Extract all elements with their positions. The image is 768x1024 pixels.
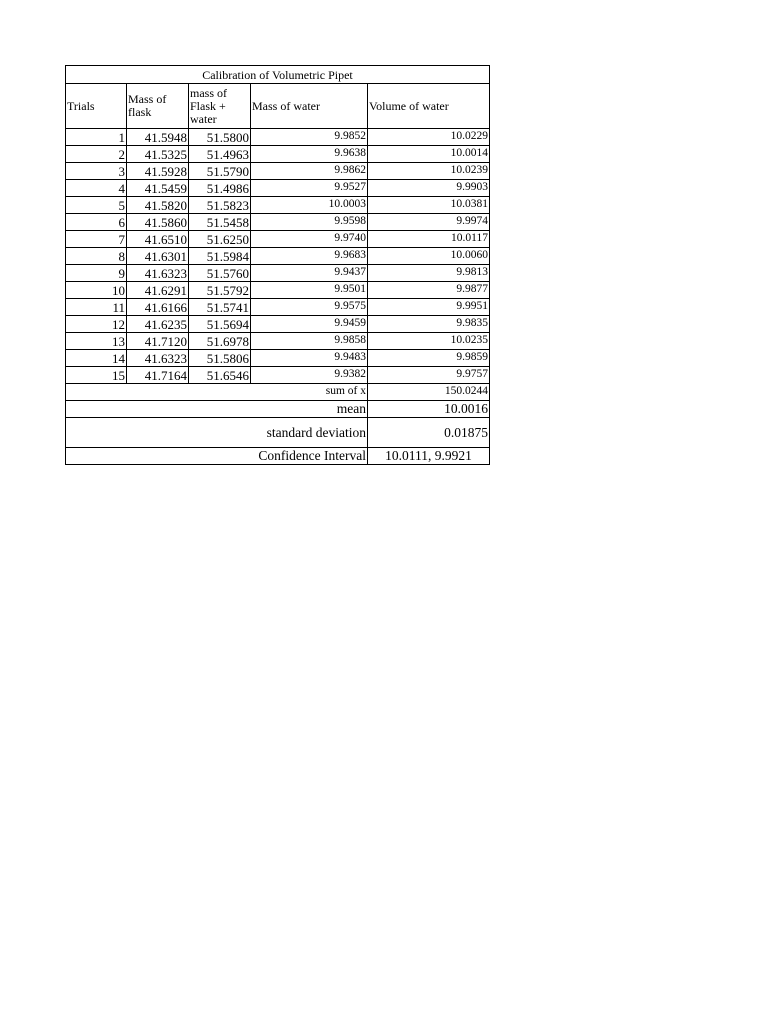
sum-value: 150.0244 bbox=[368, 384, 490, 401]
cell-mass-water: 9.9638 bbox=[251, 146, 368, 163]
cell-trial: 15 bbox=[66, 367, 127, 384]
cell-trial: 11 bbox=[66, 299, 127, 316]
cell-mass-water: 9.9852 bbox=[251, 129, 368, 146]
table-row bbox=[66, 350, 490, 367]
cell-mass-flask-water: 51.5694 bbox=[189, 316, 251, 333]
cell-mass-water: 9.9740 bbox=[251, 231, 368, 248]
cell-mass-flask-water: 51.6978 bbox=[189, 333, 251, 350]
cell-mass-flask-water: 51.5792 bbox=[189, 282, 251, 299]
table-title: Calibration of Volumetric Pipet bbox=[66, 66, 490, 84]
confidence-interval-row bbox=[66, 448, 490, 465]
cell-trial: 10 bbox=[66, 282, 127, 299]
standard-deviation-row bbox=[66, 418, 490, 448]
cell-trial: 9 bbox=[66, 265, 127, 282]
standard-deviation-value: 0.01875 bbox=[368, 418, 490, 448]
cell-mass-flask: 41.6301 bbox=[127, 248, 189, 265]
cell-mass-flask: 41.5459 bbox=[127, 180, 189, 197]
cell-mass-flask: 41.6166 bbox=[127, 299, 189, 316]
header-volume-water: Volume of water bbox=[368, 84, 490, 129]
cell-mass-flask: 41.5860 bbox=[127, 214, 189, 231]
table-row bbox=[66, 282, 490, 299]
cell-trial: 4 bbox=[66, 180, 127, 197]
cell-volume-water: 9.9813 bbox=[368, 265, 490, 282]
cell-mass-water: 9.9683 bbox=[251, 248, 368, 265]
cell-mass-water: 9.9862 bbox=[251, 163, 368, 180]
header-trials: Trials bbox=[66, 84, 127, 129]
table-header-row bbox=[66, 84, 490, 129]
cell-mass-flask-water: 51.5741 bbox=[189, 299, 251, 316]
standard-deviation-label: standard deviation bbox=[66, 418, 368, 448]
cell-trial: 8 bbox=[66, 248, 127, 265]
cell-trial: 5 bbox=[66, 197, 127, 214]
table-row bbox=[66, 248, 490, 265]
table-row bbox=[66, 316, 490, 333]
cell-trial: 2 bbox=[66, 146, 127, 163]
header-mass-flask-water: mass of Flask + water bbox=[189, 84, 251, 129]
cell-mass-water: 9.9575 bbox=[251, 299, 368, 316]
cell-mass-flask: 41.6323 bbox=[127, 265, 189, 282]
cell-mass-water: 9.9858 bbox=[251, 333, 368, 350]
cell-mass-flask-water: 51.6546 bbox=[189, 367, 251, 384]
cell-volume-water: 9.9951 bbox=[368, 299, 490, 316]
cell-trial: 7 bbox=[66, 231, 127, 248]
cell-mass-flask-water: 51.5458 bbox=[189, 214, 251, 231]
cell-mass-water: 9.9459 bbox=[251, 316, 368, 333]
cell-volume-water: 10.0239 bbox=[368, 163, 490, 180]
cell-trial: 13 bbox=[66, 333, 127, 350]
cell-mass-flask-water: 51.5806 bbox=[189, 350, 251, 367]
sum-label: sum of x bbox=[66, 384, 368, 401]
cell-volume-water: 10.0229 bbox=[368, 129, 490, 146]
header-mass-flask: Mass of flask bbox=[127, 84, 189, 129]
cell-mass-flask-water: 51.5823 bbox=[189, 197, 251, 214]
cell-mass-water: 9.9527 bbox=[251, 180, 368, 197]
cell-volume-water: 9.9974 bbox=[368, 214, 490, 231]
cell-mass-water: 9.9483 bbox=[251, 350, 368, 367]
cell-volume-water: 9.9835 bbox=[368, 316, 490, 333]
cell-mass-flask-water: 51.6250 bbox=[189, 231, 251, 248]
cell-mass-flask-water: 51.5790 bbox=[189, 163, 251, 180]
cell-trial: 3 bbox=[66, 163, 127, 180]
table-title-row bbox=[66, 66, 490, 84]
mean-value: 10.0016 bbox=[368, 401, 490, 418]
table-row bbox=[66, 197, 490, 214]
cell-mass-flask: 41.6323 bbox=[127, 350, 189, 367]
header-mass-water: Mass of water bbox=[251, 84, 368, 129]
table-row bbox=[66, 129, 490, 146]
cell-volume-water: 10.0117 bbox=[368, 231, 490, 248]
cell-mass-flask: 41.5928 bbox=[127, 163, 189, 180]
cell-trial: 12 bbox=[66, 316, 127, 333]
cell-mass-water: 9.9437 bbox=[251, 265, 368, 282]
cell-mass-flask: 41.5325 bbox=[127, 146, 189, 163]
table-row bbox=[66, 333, 490, 350]
table-row bbox=[66, 163, 490, 180]
cell-trial: 6 bbox=[66, 214, 127, 231]
cell-mass-flask: 41.5820 bbox=[127, 197, 189, 214]
table-row bbox=[66, 180, 490, 197]
cell-volume-water: 10.0235 bbox=[368, 333, 490, 350]
cell-volume-water: 9.9877 bbox=[368, 282, 490, 299]
table-row bbox=[66, 214, 490, 231]
table-row bbox=[66, 265, 490, 282]
cell-mass-flask: 41.7120 bbox=[127, 333, 189, 350]
cell-mass-water: 9.9382 bbox=[251, 367, 368, 384]
cell-mass-flask: 41.6510 bbox=[127, 231, 189, 248]
cell-trial: 1 bbox=[66, 129, 127, 146]
calibration-table bbox=[65, 65, 490, 465]
cell-mass-flask: 41.6235 bbox=[127, 316, 189, 333]
cell-mass-flask-water: 51.5984 bbox=[189, 248, 251, 265]
confidence-interval-label: Confidence Interval bbox=[66, 448, 368, 465]
cell-mass-flask-water: 51.5800 bbox=[189, 129, 251, 146]
cell-volume-water: 10.0014 bbox=[368, 146, 490, 163]
cell-mass-water: 10.0003 bbox=[251, 197, 368, 214]
cell-mass-water: 9.9598 bbox=[251, 214, 368, 231]
sum-row bbox=[66, 384, 490, 401]
mean-label: mean bbox=[66, 401, 368, 418]
cell-mass-flask-water: 51.5760 bbox=[189, 265, 251, 282]
cell-mass-flask: 41.5948 bbox=[127, 129, 189, 146]
cell-mass-flask: 41.6291 bbox=[127, 282, 189, 299]
cell-trial: 14 bbox=[66, 350, 127, 367]
cell-mass-flask-water: 51.4986 bbox=[189, 180, 251, 197]
cell-volume-water: 9.9859 bbox=[368, 350, 490, 367]
cell-mass-water: 9.9501 bbox=[251, 282, 368, 299]
cell-mass-flask-water: 51.4963 bbox=[189, 146, 251, 163]
table-row bbox=[66, 299, 490, 316]
cell-volume-water: 10.0060 bbox=[368, 248, 490, 265]
cell-volume-water: 9.9757 bbox=[368, 367, 490, 384]
cell-volume-water: 9.9903 bbox=[368, 180, 490, 197]
table-row bbox=[66, 367, 490, 384]
table-row bbox=[66, 146, 490, 163]
table-row bbox=[66, 231, 490, 248]
cell-mass-flask: 41.7164 bbox=[127, 367, 189, 384]
mean-row bbox=[66, 401, 490, 418]
cell-volume-water: 10.0381 bbox=[368, 197, 490, 214]
confidence-interval-value: 10.0111, 9.9921 bbox=[368, 448, 490, 465]
